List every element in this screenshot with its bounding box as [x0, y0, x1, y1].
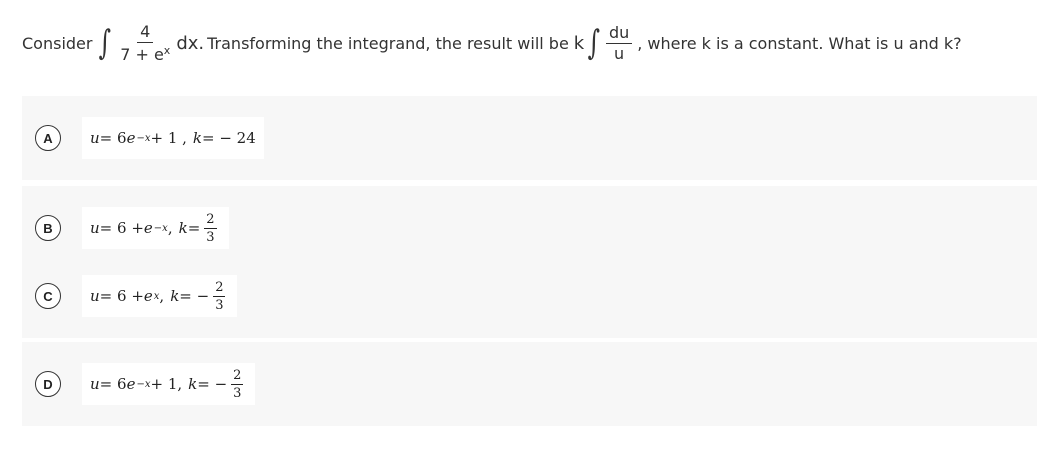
option-letter-badge[interactable]: A — [35, 125, 61, 151]
k-fraction — [213, 281, 225, 312]
integral-expression — [95, 21, 205, 64]
k-equals: = — [187, 219, 201, 237]
k-denominator: 3 — [233, 385, 242, 401]
option-c[interactable] — [22, 254, 1037, 338]
integrand-denominator — [117, 43, 173, 63]
u-base: e — [126, 129, 136, 147]
u-equals: = 6 — [99, 129, 127, 147]
k-variable: k — [178, 219, 188, 237]
u-equals: = 6 + — [99, 287, 144, 305]
u-variable: u — [90, 219, 100, 237]
question-middle: Transforming the integrand, the result will be — [207, 33, 569, 53]
k-numerator: 2 — [233, 367, 242, 383]
u-equals: = 6 — [99, 375, 127, 393]
integrand-numerator: 4 — [137, 24, 153, 43]
u-base: e — [143, 287, 153, 305]
option-answer[interactable] — [82, 207, 229, 249]
k-fraction — [231, 369, 243, 400]
k-equals: = − — [197, 375, 228, 393]
u-exponent: −x — [136, 378, 151, 390]
u-exponent: −x — [153, 222, 168, 234]
denominator-base: 7 + e — [120, 44, 164, 64]
option-answer[interactable] — [82, 275, 237, 317]
question-text — [22, 12, 1022, 74]
option-a[interactable] — [22, 96, 1037, 180]
k-denominator: 3 — [215, 297, 224, 313]
result-denominator: u — [614, 43, 625, 63]
k-numerator: 2 — [215, 279, 224, 295]
u-base: e — [143, 219, 153, 237]
result-numerator: du — [606, 25, 632, 44]
integrand-fraction — [117, 21, 173, 64]
k-constant: k — [573, 32, 585, 54]
option-d[interactable] — [22, 342, 1037, 426]
u-tail: , — [159, 287, 165, 305]
k-numerator: 2 — [206, 211, 215, 227]
k-equals: = − 24 — [202, 129, 256, 147]
u-equals: = 6 + — [99, 219, 144, 237]
integral-sign: ∫ — [587, 23, 601, 63]
u-variable: u — [90, 375, 100, 393]
u-base: e — [126, 375, 136, 393]
k-equals: = − — [179, 287, 210, 305]
k-variable: k — [188, 375, 198, 393]
denominator-exponent: x — [163, 43, 171, 57]
k-fraction — [204, 213, 216, 244]
result-fraction — [606, 22, 632, 63]
result-expression — [572, 22, 634, 63]
question-suffix: , where k is a constant. What is u and k? — [637, 33, 962, 53]
k-variable: k — [192, 129, 202, 147]
integral-sign: ∫ — [99, 23, 112, 63]
u-tail: + 1, — [150, 375, 183, 393]
option-letter-badge[interactable]: C — [35, 283, 61, 309]
u-tail: , — [167, 219, 173, 237]
question-prefix: Consider — [22, 33, 93, 53]
differential: dx. — [176, 32, 205, 54]
k-variable: k — [170, 287, 180, 305]
u-exponent: x — [153, 290, 160, 302]
option-answer[interactable] — [82, 117, 264, 159]
u-variable: u — [90, 129, 100, 147]
u-exponent: −x — [136, 132, 151, 144]
option-answer[interactable] — [82, 363, 255, 405]
u-tail: + 1 , — [150, 129, 187, 147]
option-letter-badge[interactable]: B — [35, 215, 61, 241]
option-letter-badge[interactable]: D — [35, 371, 61, 397]
k-denominator: 3 — [206, 229, 215, 245]
u-variable: u — [90, 287, 100, 305]
